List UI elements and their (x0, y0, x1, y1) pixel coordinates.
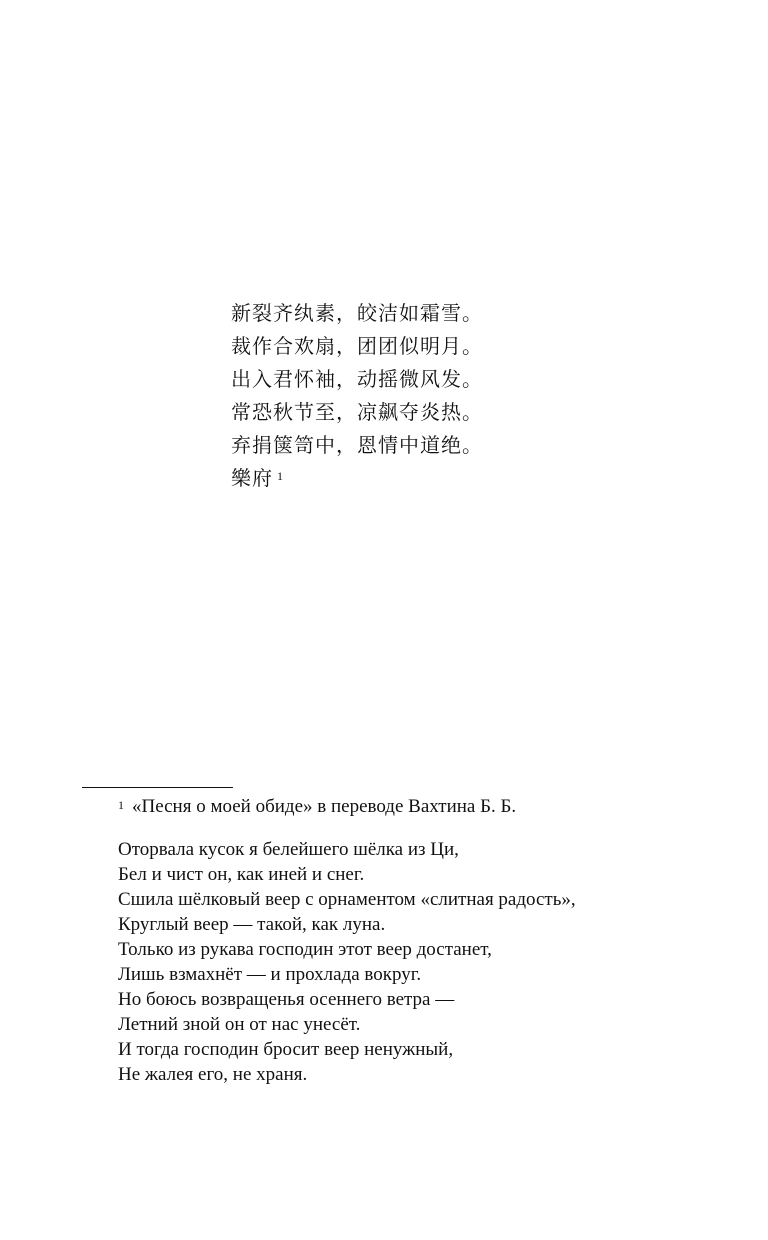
chinese-poem (231, 297, 551, 495)
footnote-divider (82, 787, 233, 788)
footnote-text: «Песня о моей обиде» в переводе Вахтина Б. Б. (132, 796, 517, 817)
translation-line: И тогда господин бросит веер ненужный, (118, 1039, 454, 1060)
translation-line: Лишь взмахнёт — и прохлада вокруг. (118, 964, 422, 985)
footnote (118, 794, 738, 819)
poem-line: 新裂齐纨素，皎洁如霜雪。 (231, 301, 483, 325)
poem-source (231, 462, 551, 495)
poem-line: 常恐秋节至，凉飙夺炎热。 (231, 400, 483, 424)
translation-line: Оторвала кусок я белейшего шёлка из Ци, (118, 839, 459, 860)
translation-line: Но боюсь возвращенья осеннего ветра — (118, 989, 455, 1010)
translation-line: Не жалея его, не храня. (118, 1064, 308, 1085)
translation-line: Только из рукава господин этот веер достанет, (118, 939, 492, 960)
poem-line: 裁作合欢扇，团团似明月。 (231, 334, 483, 358)
poem-line: 弃捐箧笥中，恩情中道绝。 (231, 433, 483, 457)
translation-line: Летний зной он от нас унесёт. (118, 1014, 361, 1035)
poem-line: 出入君怀袖，动摇微风发。 (231, 367, 483, 391)
translation-line: Круглый веер — такой, как луна. (118, 914, 386, 935)
translation-line: Сшила шёлковый веер с орнаментом «слитная радость», (118, 889, 576, 910)
footnote-marker: 1 (118, 798, 124, 812)
footnote-reference: 1 (277, 469, 283, 483)
russian-translation (118, 837, 738, 1087)
poem-source-label: 樂府 (231, 466, 273, 490)
translation-line: Бел и чист он, как иней и снег. (118, 864, 365, 885)
